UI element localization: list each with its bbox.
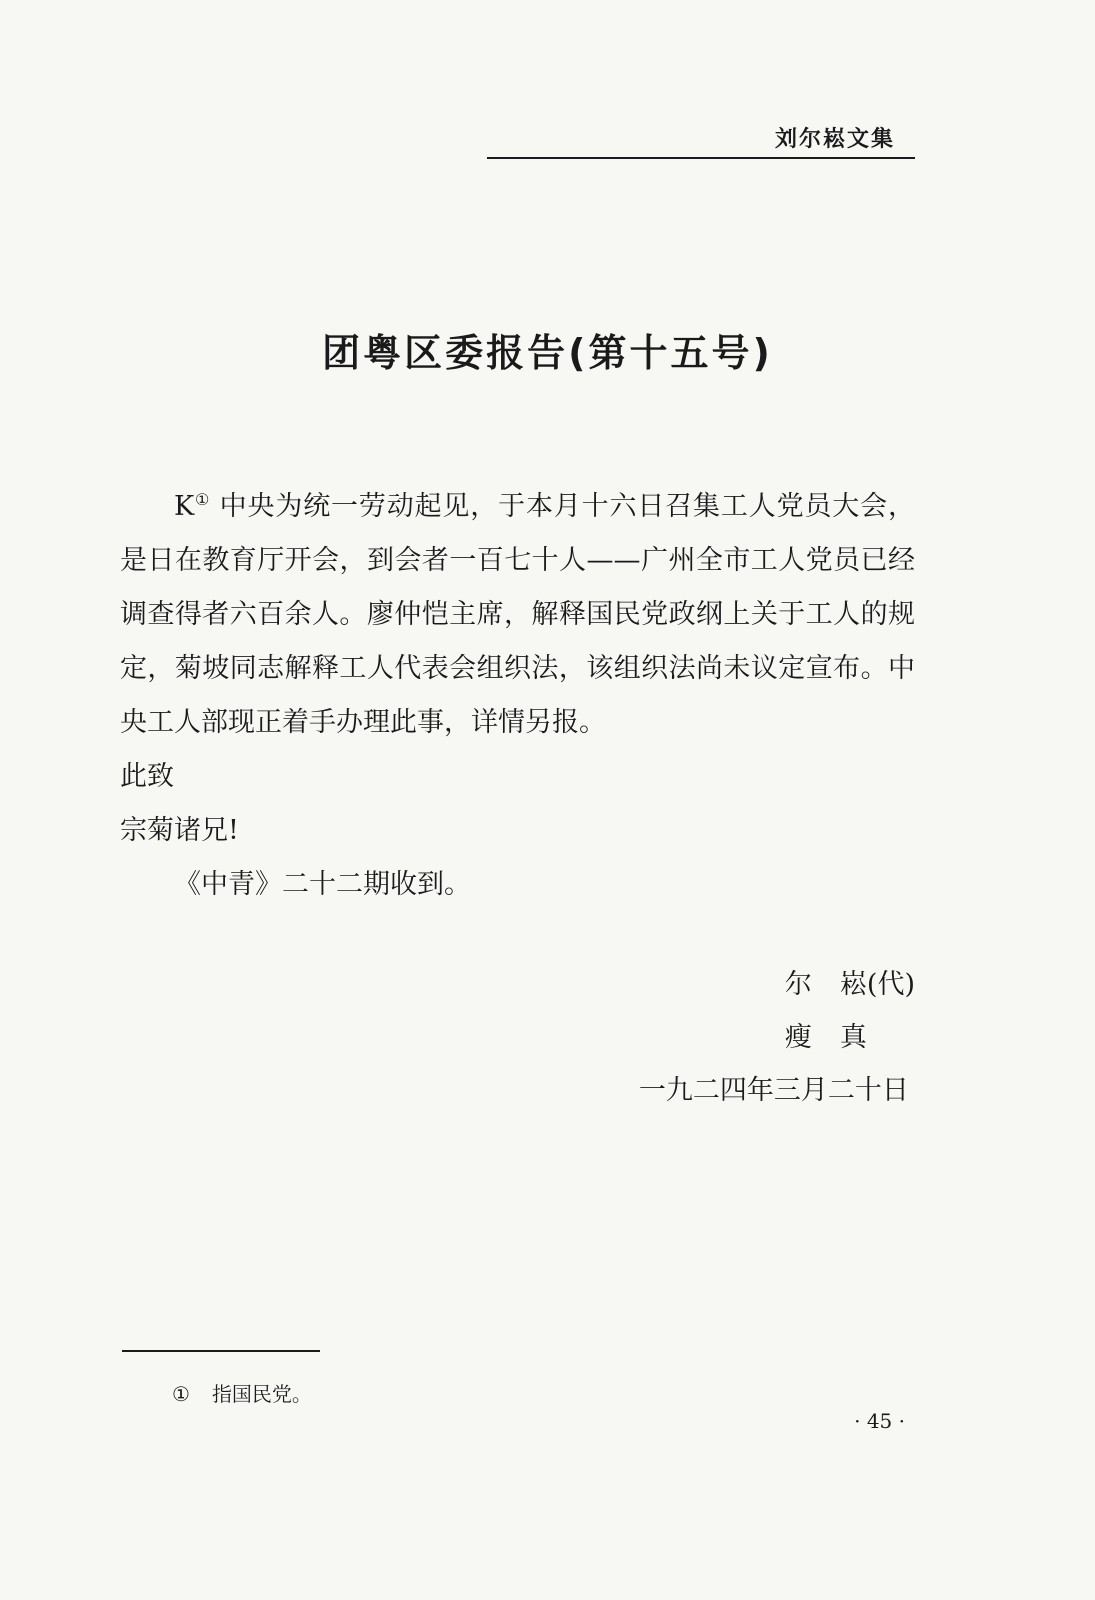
- paragraph-prefix: K: [174, 491, 195, 522]
- footnote-mark: ①: [172, 1382, 190, 1406]
- page-number: · 45 ·: [854, 1409, 905, 1433]
- signature-name-1-b: 崧(代): [839, 969, 915, 1000]
- paragraph-main: [120, 480, 915, 750]
- closing-line-1: 此致: [120, 761, 174, 792]
- footnote-reference: ①: [194, 490, 211, 509]
- footnote-text: 指国民党。: [211, 1382, 312, 1406]
- document-title: 团粤区委报告(第十五号): [322, 331, 773, 375]
- signature-name-1: [639, 958, 915, 1011]
- signature-name-2: [639, 1011, 915, 1064]
- paragraph-text: 中央为统一劳动起见，于本月十六日召集工人党员大会，是日在教育厅开会，到会者一百七十人——广州全市工人党员已经调查得者六百余人。廖仲恺主席，解释国民党政纲上关于工人的规定，菊坡同志解释工人代表会组织法，该组织法尚未议定宣布。中央工人部现正着手办理此事，详情另报。: [120, 491, 915, 738]
- signature-date: 一九二四年三月二十日: [638, 1075, 909, 1106]
- footnote-rule: [122, 1350, 320, 1352]
- closing-line-2: 宗菊诸兄!: [120, 815, 239, 846]
- signature-name-2-a: 瘦: [784, 1022, 840, 1053]
- header-rule: [487, 157, 915, 159]
- signature-block: [639, 958, 915, 1117]
- signature-name-2-b: 真: [839, 1022, 867, 1053]
- postscript: 《中青》二十二期收到。: [174, 869, 471, 900]
- document-body: [120, 480, 915, 912]
- signature-name-1-a: 尔: [784, 969, 840, 1000]
- footnote: [172, 1378, 312, 1407]
- running-header: 刘尔崧文集: [774, 126, 895, 152]
